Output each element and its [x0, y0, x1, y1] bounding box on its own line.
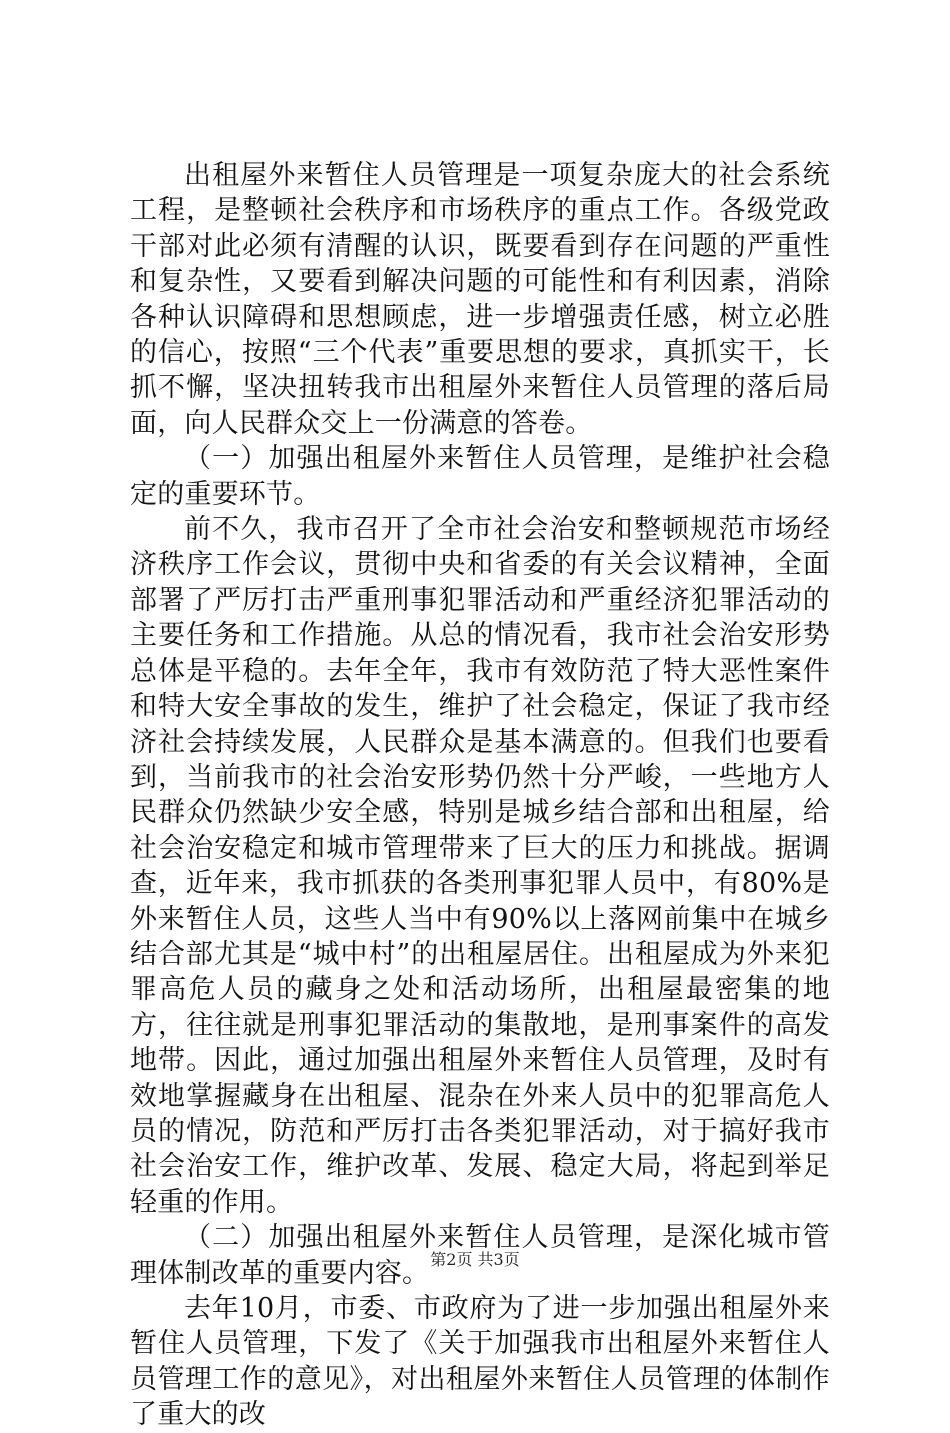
document-body [130, 158, 830, 1433]
section-heading: （一）加强出租屋外来暂住人员管理，是维护社会稳定的重要环节。 [130, 443, 830, 510]
body-paragraph: 前不久，我市召开了全市社会治安和整顿规范市场经济秩序工作会议，贯彻中央和省委的有关会议精神，全面部署了严厉打击严重刑事犯罪活动和严重经济犯罪活动的主要任务和工作措施。从总的情况看，我市社会治安形势总体是平稳的。去年全年，我市有效防范了特大恶性案件和特大安全事故的发生，维护了社会稳定，保证了我市经济社会持续发展，人民群众是基本满意的。但我们也要看到，当前我市的社会治安形势仍然十分严峻，一些地方人民群众仍然缺少安全感，特别是城乡结合部和出租屋，给社会治安稳定和城市管理带来了巨大的压力和挑战。据调查，近年来，我市抓获的各类刑事犯罪人员中，有80%是外来暂住人员，这些人当中有90%以上落网前集中在城乡结合部尤其是“城中村”的出租屋居住。出租屋成为外来犯罪高危人员的藏身之处和活动场所，出租屋最密集的地方，往往就是刑事犯罪活动的集散地，是刑事案件的高发地带。因此，通过加强出租屋外来暂住人员管理，及时有效地掌握藏身在出租屋、混杂在外来人员中的犯罪高危人员的情况，防范和严厉打击各类犯罪活动，对于搞好我市社会治安工作，维护改革、发展、稳定大局，将起到举足轻重的作用。 [130, 514, 830, 1218]
section-heading: （二）加强出租屋外来暂住人员管理，是深化城市管理体制改革的重要内容。 [130, 1222, 830, 1289]
body-paragraph: 去年10月，市委、市政府为了进一步加强出租屋外来暂住人员管理，下发了《关于加强我市出租屋外来暂住人员管理工作的意见》，对出租屋外来暂住人员管理的体制作了重大的改 [130, 1293, 830, 1431]
body-paragraph: 出租屋外来暂住人员管理是一项复杂庞大的社会系统工程，是整顿社会秩序和市场秩序的重点工作。各级党政干部对此必须有清醒的认识，既要看到存在问题的严重性和复杂性，又要看到解决问题的可能性和有利因素，消除各种认识障碍和思想顾虑，进一步增强责任感，树立必胜的信心，按照“三个代表”重要思想的要求，真抓实干，长抓不懈，坚决扭转我市出租屋外来暂住人员管理的落后局面，向人民群众交上一份满意的答卷。 [130, 160, 830, 439]
page-footer: 第2页 共3页 [430, 1250, 520, 1269]
